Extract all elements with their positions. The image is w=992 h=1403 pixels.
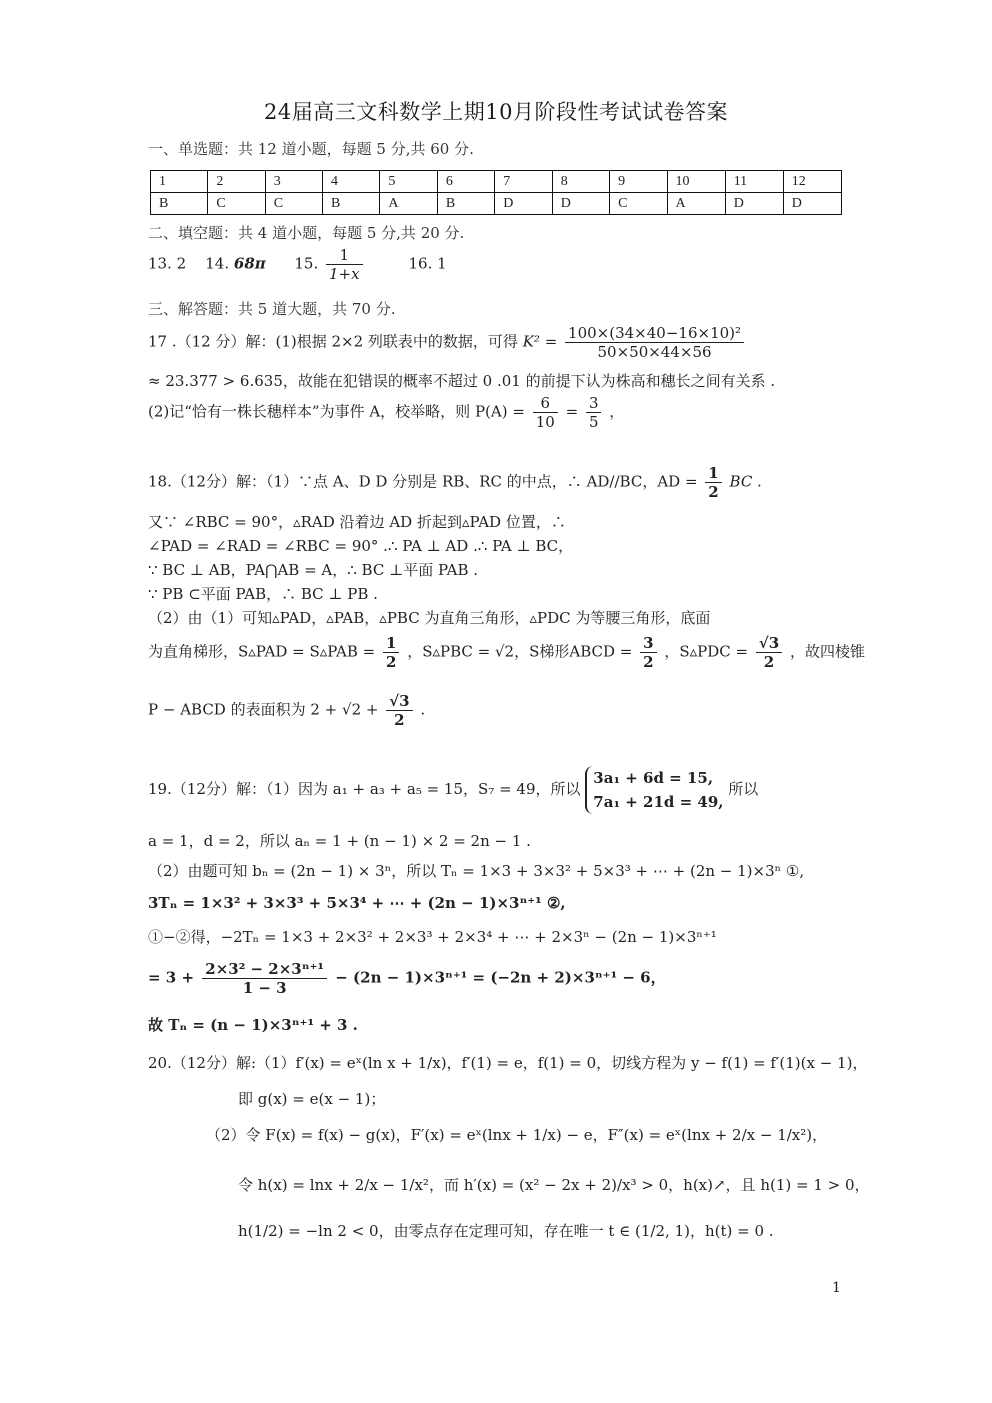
table-cell: 11 [725, 171, 783, 193]
table-cell: D [495, 193, 552, 215]
table-cell: 8 [552, 171, 609, 193]
area-text: ，故四棱锥 [789, 642, 865, 661]
table-cell: C [265, 193, 322, 215]
q18-line-7 [148, 634, 865, 671]
table-cell: C [208, 193, 265, 215]
table-row-numbers [151, 171, 842, 193]
q16-answer: 16. 1 [408, 254, 447, 273]
fraction-numerator: 6 [533, 394, 558, 413]
q17-line-2: ≈ 23.377 > 6.635，故能在犯错误的概率不超过 0 .01 的前提下认为株高和穗长之间有关系 . [148, 372, 776, 390]
q19-text-tail: 所以 [728, 780, 759, 798]
equation-2: 7a₁ + 21d = 49, [593, 793, 724, 811]
area-fraction [640, 634, 656, 671]
q18-line-3: ∠PAD = ∠RAD = ∠RBC = 90° .∴ PA ⊥ AD .∴ PA ⊥ BC， [148, 537, 574, 555]
table-cell: D [783, 193, 841, 215]
q20-line-1: 20.（12分）解:（1）f′(x) = eˣ(ln x + 1/x)，f′(1) = e，f(1) = 0，切线方程为 y − f(1) = f′(1)(x − 1)， [148, 1054, 868, 1072]
q17-line-1 [148, 324, 747, 361]
q15-label: 15. [294, 254, 319, 273]
table-cell: 12 [783, 171, 841, 193]
fraction-numerator: 100×(34×40−16×10)² [565, 324, 744, 343]
q18-line-2: 又∵ ∠RBC = 90°，▵RAD 沿着边 AD 折起到▵PAD 位置，∴ [148, 513, 566, 531]
k2-fraction [565, 324, 744, 361]
area-fraction [756, 634, 782, 671]
sum-text: − (2n − 1)×3ⁿ⁺¹ = (−2n + 2)×3ⁿ⁺¹ − 6， [335, 968, 666, 987]
q18-line-4: ∵ BC ⊥ AB，PA⋂AB = A，∴ BC ⊥平面 PAB . [148, 561, 479, 579]
q18-line-1 [148, 464, 762, 501]
q19-line-1 [148, 766, 758, 814]
fraction-numerator: √3 [756, 634, 782, 653]
q18-line-5: ∵ PB ⊂平面 PAB，∴ BC ⊥ PB . [148, 585, 378, 603]
equation-1: 3a₁ + 6d = 15, [593, 769, 714, 787]
page-number: 1 [832, 1280, 841, 1296]
geometric-sum-fraction [202, 960, 327, 997]
table-cell: 3 [265, 171, 322, 193]
fraction-numerator: 2×3² − 2×3ⁿ⁺¹ [202, 960, 327, 979]
q19-line-7: 故 Tₙ = (n − 1)×3ⁿ⁺¹ + 3 . [148, 1016, 358, 1034]
fraction-denominator: 1+x [329, 265, 360, 283]
fraction-denominator: 2 [643, 653, 654, 671]
surface-area-fraction [386, 692, 412, 729]
section-solutions: 三、解答题：共 5 道大题，共 70 分. [148, 300, 396, 318]
q18-text: 18.（12分）解：（1）∵点 A、D D 分别是 RB、RC 的中点，∴ AD//BC，AD = [148, 472, 698, 491]
fraction-denominator: 2 [763, 653, 775, 671]
q20-line-4: 令 h(x) = lnx + 2/x − 1/x²，而 h′(x) = (x² − 2x + 2)/x³ > 0，h(x)↗，且 h(1) = 1 > 0， [238, 1176, 870, 1194]
page-title: 24届高三文科数学上期10月阶段性考试试卷答案 [264, 100, 728, 124]
q17-text: 17 .（12 分）解：(1)根据 2×2 列联表中的数据，可得 [148, 332, 518, 351]
punctuation: . [420, 700, 426, 719]
q19-line-2: a = 1，d = 2，所以 aₙ = 1 + (n − 1) × 2 = 2n − 1 . [148, 832, 531, 850]
q18-line-8 [148, 692, 425, 729]
area-text: ，S▵PDC = [664, 642, 749, 661]
table-cell: A [667, 193, 725, 215]
table-cell: 2 [208, 171, 265, 193]
table-cell: 1 [151, 171, 208, 193]
q20-line-5: h(1/2) = −ln 2 < 0，由零点存在定理可知，存在唯一 t ∈ (1/2, 1)，h(t) = 0 . [238, 1222, 774, 1240]
table-cell: 5 [380, 171, 437, 193]
fraction-numerator: 1 [326, 246, 363, 265]
fraction-denominator: 50×50×44×56 [597, 343, 712, 361]
fraction-denominator: 2 [394, 711, 405, 729]
section-fill-blank: 二、填空题：共 4 道小题，每题 5 分,共 20 分. [148, 224, 465, 242]
area-text: 为直角梯形，S▵PAD = S▵PAB = [148, 642, 376, 661]
table-cell: 9 [610, 171, 667, 193]
k2-symbol: K² = [522, 332, 558, 351]
fraction-numerator: √3 [386, 692, 412, 711]
q20-line-3: （2）令 F(x) = f(x) − g(x)，F′(x) = eˣ(lnx + 1/x) − e，F″(x) = eˣ(lnx + 2/x − 1/x²)， [206, 1126, 828, 1144]
q15-fraction [326, 246, 363, 283]
fraction-numerator: 3 [640, 634, 656, 653]
q19-line-4: 3Tₙ = 1×3² + 3×3³ + 5×3⁴ + ⋯ + (2n − 1)×3ⁿ⁺¹ ②, [148, 894, 566, 912]
q14-label: 14. [205, 254, 230, 273]
table-cell: B [323, 193, 380, 215]
q19-text: 19.（12分）解：（1）因为 a₁ + a₃ + a₅ = 15，S₇ = 49，所以 [148, 780, 581, 798]
table-cell: 10 [667, 171, 725, 193]
table-cell: B [151, 193, 208, 215]
fill-answers [148, 246, 447, 283]
q19-line-5: ①−②得，−2Tₙ = 1×3 + 2×3² + 2×3³ + 2×3⁴ + ⋯ + 2×3ⁿ − (2n − 1)×3ⁿ⁺¹ [148, 928, 717, 946]
half-fraction [705, 464, 721, 501]
q17-line-3 [148, 394, 624, 431]
fraction-denominator: 10 [535, 413, 555, 431]
probability-fraction-2 [586, 394, 602, 431]
fraction-denominator: 2 [385, 653, 397, 671]
fraction-denominator: 5 [588, 413, 599, 431]
surface-area-text: P − ABCD 的表面积为 2 + √2 + [148, 700, 379, 719]
table-cell: D [725, 193, 783, 215]
fraction-denominator: 1 − 3 [242, 979, 287, 997]
q18-line-6: （2）由（1）可知▵PAD，▵PAB，▵PBC 为直角三角形，▵PDC 为等腰三角形，底面 [148, 609, 711, 627]
table-cell: A [380, 193, 437, 215]
sum-text: = 3 + [148, 968, 195, 987]
section-single-choice: 一、单选题：共 12 道小题，每题 5 分,共 60 分. [148, 140, 474, 158]
q18-text-tail: BC . [729, 472, 762, 491]
table-cell: D [552, 193, 609, 215]
equals-sign: = [565, 402, 579, 421]
answer-table [150, 170, 842, 215]
q19-line-6 [148, 960, 666, 997]
q17-part2-text: (2)记“恰有一株长穗样本”为事件 A，校举略，则 P(A) = [148, 402, 525, 421]
table-row-answers [151, 193, 842, 215]
fraction-numerator: 1 [705, 464, 721, 483]
fraction-numerator: 3 [586, 394, 602, 413]
q19-line-3: （2）由题可知 bₙ = (2n − 1) × 3ⁿ，所以 Tₙ = 1×3 + 3×3² + 5×3³ + ⋯ + (2n − 1)×3ⁿ ①, [148, 862, 805, 880]
probability-fraction-1 [533, 394, 558, 431]
q20-line-2: 即 g(x) = e(x − 1)； [238, 1090, 386, 1108]
q14-answer: 68π [233, 254, 266, 273]
table-cell: B [437, 193, 494, 215]
equation-system [585, 766, 723, 814]
table-cell: 4 [323, 171, 380, 193]
punctuation: ， [609, 402, 625, 421]
fraction-numerator: 1 [383, 634, 399, 653]
fraction-denominator: 2 [708, 483, 719, 501]
area-fraction [383, 634, 399, 671]
table-cell: 7 [495, 171, 552, 193]
q13-answer: 13. 2 [148, 254, 187, 273]
table-cell: C [610, 193, 667, 215]
area-text: ，S▵PBC = √2，S梯形ABCD = [407, 642, 633, 661]
table-cell: 6 [437, 171, 494, 193]
